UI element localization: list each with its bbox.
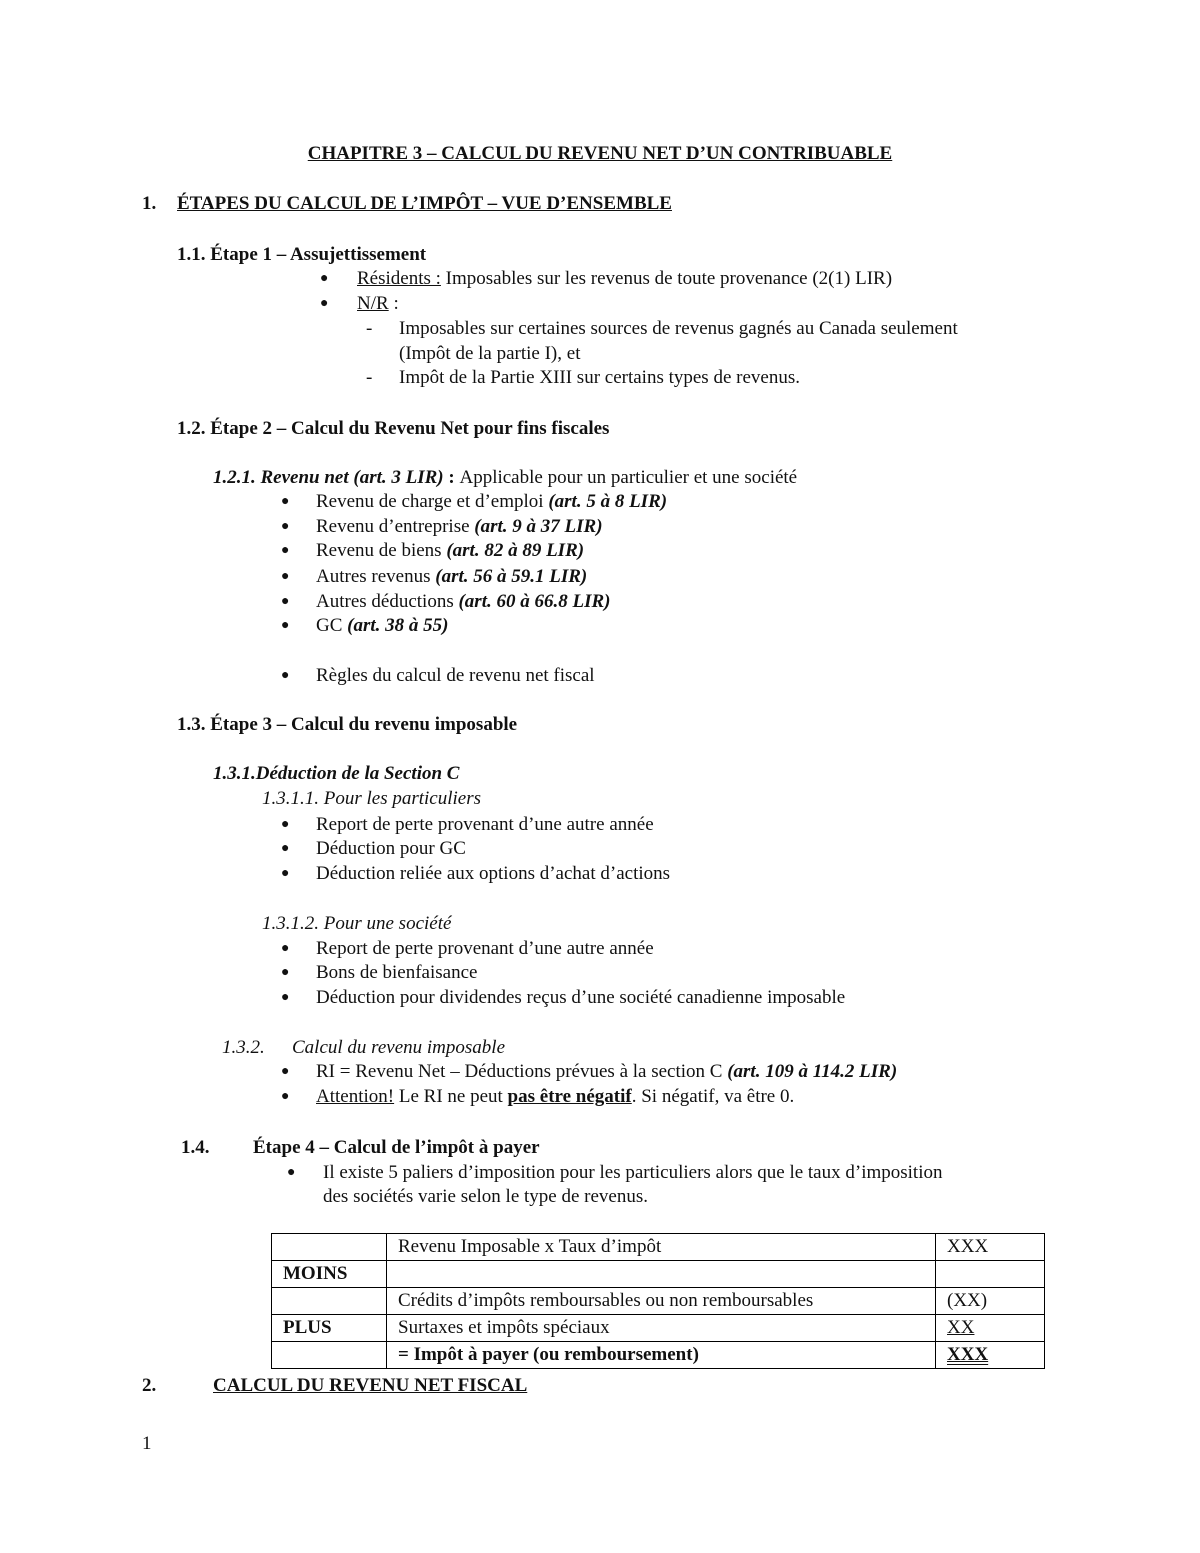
nr-label: N/R	[357, 293, 389, 314]
table-cell: = Impôt à payer (ou remboursement)	[387, 1342, 936, 1369]
nr-line	[357, 292, 399, 316]
table-cell: XXX	[936, 1234, 1045, 1261]
table-cell: Surtaxes et impôts spéciaux	[387, 1315, 936, 1342]
dash-icon: -	[366, 318, 373, 339]
item-text: Revenu d’entreprise	[316, 516, 475, 537]
nr-colon: :	[388, 293, 399, 314]
calcul-ri-number: 1.3.2.	[222, 1037, 265, 1058]
list-item	[316, 539, 584, 563]
item-ref: (art. 5 à 8 LIR)	[548, 491, 668, 512]
item-ref: (art. 9 à 37 LIR)	[474, 516, 603, 537]
bullet-icon: ●	[281, 543, 290, 558]
bullet-icon: ●	[281, 990, 290, 1005]
step-4-text-line2: des sociétés varie selon le type de revenus.	[323, 1186, 648, 1207]
list-item: Déduction pour GC	[316, 838, 466, 859]
table-row	[272, 1315, 1045, 1342]
bullet-icon: ●	[281, 668, 290, 683]
item-ref: (art. 38 à 55)	[347, 615, 449, 636]
list-item	[316, 614, 448, 638]
page-title: CHAPITRE 3 – CALCUL DU REVENU NET D’UN CONTRIBUABLE	[307, 143, 893, 164]
bullet-icon: ●	[281, 569, 290, 584]
table-cell: PLUS	[272, 1315, 387, 1342]
list-item	[316, 590, 610, 614]
particuliers-heading: 1.3.1.1. Pour les particuliers	[262, 788, 482, 809]
table-row	[272, 1288, 1045, 1315]
residents-line	[357, 267, 892, 291]
step-3-heading: 1.3. Étape 3 – Calcul du revenu imposable	[177, 714, 518, 735]
table-value: XX	[947, 1317, 975, 1338]
bullet-icon: ●	[281, 594, 290, 609]
calcul-ri-heading: Calcul du revenu imposable	[292, 1037, 506, 1058]
item-ref: (art. 82 à 89 LIR)	[446, 540, 585, 561]
section-2-title: CALCUL DU REVENU NET FISCAL	[213, 1375, 528, 1396]
step-1-heading: 1.1. Étape 1 – Assujettissement	[177, 244, 427, 265]
table-cell: (XX)	[936, 1288, 1045, 1315]
ri-formula	[316, 1060, 897, 1084]
list-item: Report de perte provenant d’une autre année	[316, 814, 654, 835]
table-cell	[936, 1342, 1045, 1369]
table-cell: MOINS	[272, 1261, 387, 1288]
list-item	[316, 565, 587, 589]
bullet-icon: ●	[320, 271, 329, 286]
section-1-title: ÉTAPES DU CALCUL DE L’IMPÔT – VUE D’ENSEMBLE	[177, 193, 672, 214]
table-cell: Crédits d’impôts remboursables ou non remboursables	[387, 1288, 936, 1315]
list-item	[316, 515, 603, 539]
ri-ref: (art. 109 à 114.2 LIR)	[727, 1061, 898, 1082]
dash-icon: -	[366, 367, 373, 388]
tax-calculation-table	[271, 1233, 1045, 1369]
revenu-net-text: Applicable pour un particulier et une société	[459, 467, 798, 488]
bullet-icon: ●	[287, 1165, 296, 1180]
attention-text: Le RI ne peut	[394, 1086, 508, 1107]
revenu-net-line	[213, 466, 797, 490]
table-cell	[272, 1234, 387, 1261]
bullet-icon: ●	[281, 1089, 290, 1104]
step-4-text-line1: Il existe 5 paliers d’imposition pour les particuliers alors que le taux d’imposition	[323, 1162, 943, 1183]
section-2-number: 2.	[142, 1375, 157, 1396]
table-cell	[272, 1342, 387, 1369]
bullet-icon: ●	[281, 941, 290, 956]
step-4-heading: Étape 4 – Calcul de l’impôt à payer	[253, 1137, 540, 1158]
attention-line	[316, 1085, 794, 1109]
table-row	[272, 1234, 1045, 1261]
residents-label: Résidents :	[357, 268, 441, 289]
list-item	[316, 490, 667, 514]
list-item: Déduction reliée aux options d’achat d’actions	[316, 863, 671, 884]
bullet-icon: ●	[281, 1064, 290, 1079]
revenu-net-colon: :	[443, 467, 460, 488]
item-ref: (art. 60 à 66.8 LIR)	[458, 591, 611, 612]
table-cell: Revenu Imposable x Taux d’impôt	[387, 1234, 936, 1261]
item-ref: (art. 56 à 59.1 LIR)	[435, 566, 588, 587]
ri-text: RI = Revenu Net – Déductions prévues à la section C	[316, 1061, 728, 1082]
table-value: XXX	[947, 1344, 989, 1365]
section-1-number: 1.	[142, 193, 157, 214]
residents-text: Imposables sur les revenus de toute provenance (2(1) LIR)	[440, 268, 893, 289]
societe-heading: 1.3.1.2. Pour une société	[262, 913, 452, 934]
attention-text-end: . Si négatif, va être 0.	[631, 1086, 795, 1107]
item-text: Revenu de charge et d’emploi	[316, 491, 549, 512]
revenu-net-heading: 1.2.1. Revenu net (art. 3 LIR)	[213, 467, 444, 488]
regles-item: Règles du calcul de revenu net fiscal	[316, 665, 595, 686]
step-4-number: 1.4.	[181, 1137, 210, 1158]
bullet-icon: ●	[281, 494, 290, 509]
bullet-icon: ●	[281, 618, 290, 633]
item-text: Revenu de biens	[316, 540, 447, 561]
bullet-icon: ●	[281, 866, 290, 881]
bullet-icon: ●	[281, 965, 290, 980]
table-cell	[936, 1261, 1045, 1288]
list-item: Report de perte provenant d’une autre année	[316, 938, 654, 959]
item-text: Autres déductions	[316, 591, 459, 612]
nr-sub1-line1: Imposables sur certaines sources de revenus gagnés au Canada seulement	[399, 318, 958, 339]
list-item: Bons de bienfaisance	[316, 962, 478, 983]
section-c-heading: 1.3.1.Déduction de la Section C	[213, 763, 460, 784]
bullet-icon: ●	[281, 519, 290, 534]
table-row	[272, 1342, 1045, 1369]
table-row	[272, 1261, 1045, 1288]
item-text: GC	[316, 615, 348, 636]
nr-sub2: Impôt de la Partie XIII sur certains types de revenus.	[399, 367, 800, 388]
bullet-icon: ●	[281, 841, 290, 856]
table-cell	[272, 1288, 387, 1315]
step-2-heading: 1.2. Étape 2 – Calcul du Revenu Net pour fins fiscales	[177, 418, 610, 439]
table-cell	[936, 1315, 1045, 1342]
bullet-icon: ●	[320, 296, 329, 311]
table-cell	[387, 1261, 936, 1288]
page-number: 1	[142, 1433, 152, 1454]
bullet-icon: ●	[281, 817, 290, 832]
nr-sub1-line2: (Impôt de la partie I), et	[399, 343, 581, 364]
attention-emphasis: pas être négatif	[507, 1086, 632, 1107]
attention-label: Attention!	[316, 1086, 395, 1107]
item-text: Autres revenus	[316, 566, 436, 587]
list-item: Déduction pour dividendes reçus d’une société canadienne imposable	[316, 987, 846, 1008]
